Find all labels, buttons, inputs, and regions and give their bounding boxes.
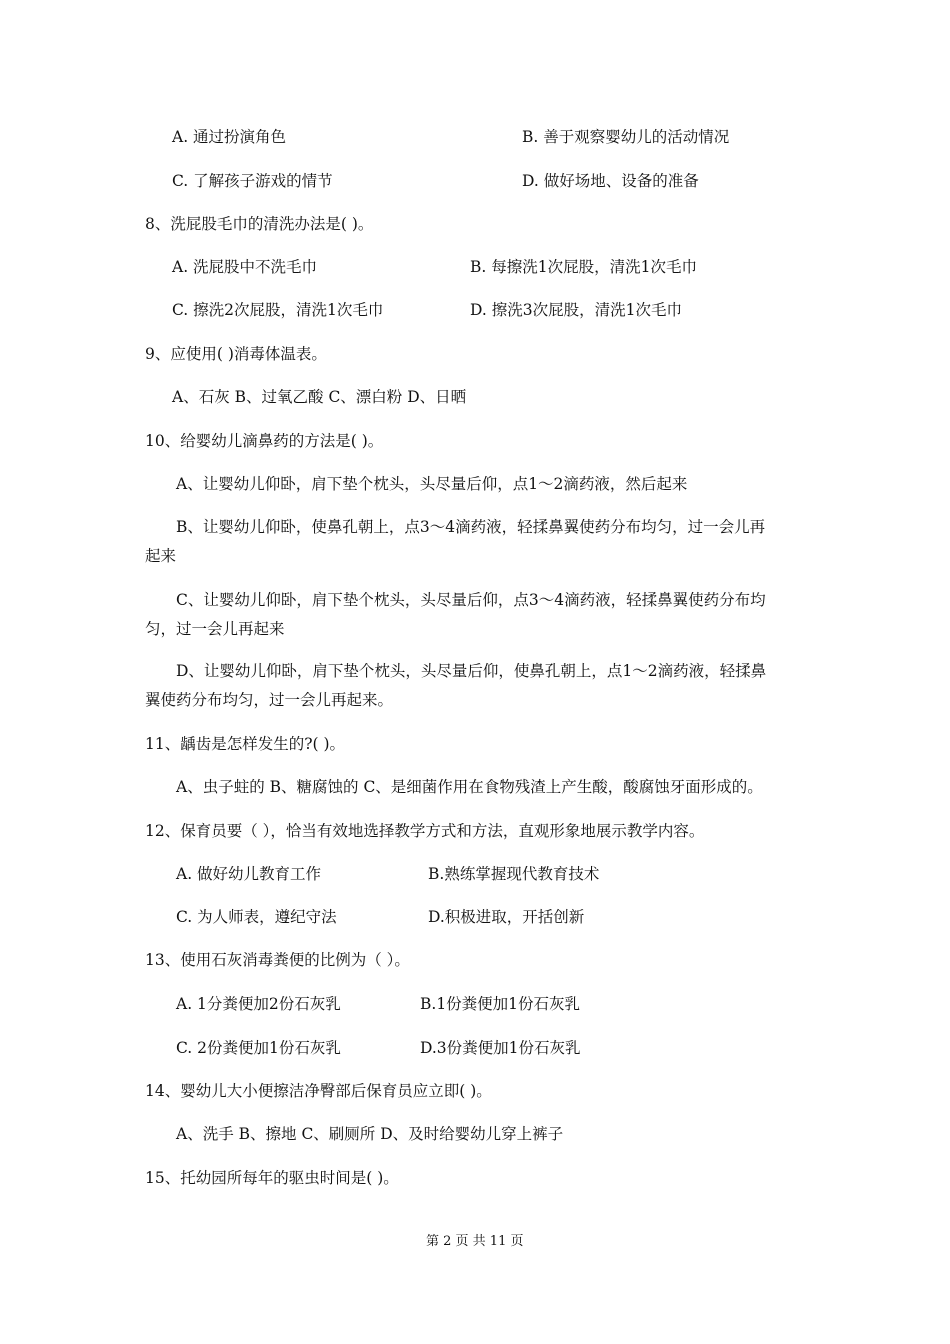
q7-option-a: A. 通过扮演角色 — [172, 128, 287, 146]
q13-stem: 13、使用石灰消毒粪便的比例为（ ）。 — [145, 951, 410, 969]
q10-option-d-line2: 翼使药分布均匀，过一会儿再起来。 — [145, 691, 394, 709]
q10-option-b-line1: B、让婴幼儿仰卧，使鼻孔朝上，点3～4滴药液，轻揉鼻翼使药分布均匀，过一会儿再 — [176, 518, 766, 536]
q14-stem: 14、婴幼儿大小便擦洁净臀部后保育员应立即( )。 — [145, 1082, 492, 1100]
q12-option-b: B.熟练掌握现代教育技术 — [428, 865, 600, 883]
q12-option-d: D.积极进取，开括创新 — [428, 908, 585, 926]
q11-options: A、虫子蛀的 B、糖腐蚀的 C、是细菌作用在食物残渣上产生酸，酸腐蚀牙面形成的。 — [176, 778, 763, 796]
q10-option-a: A、让婴幼儿仰卧，肩下垫个枕头，头尽量后仰，点1～2滴药液，然后起来 — [176, 475, 688, 493]
q13-option-c: C. 2份粪便加1份石灰乳 — [176, 1039, 341, 1057]
q10-option-d-line1: D、让婴幼儿仰卧，肩下垫个枕头，头尽量后仰，使鼻孔朝上，点1～2滴药液，轻揉鼻 — [176, 662, 767, 680]
q7-option-c: C. 了解孩子游戏的情节 — [172, 172, 333, 190]
q8-option-c: C. 擦洗2次屁股，清洗1次毛巾 — [172, 301, 384, 319]
q7-option-d: D. 做好场地、设备的准备 — [522, 172, 699, 190]
q15-stem: 15、托幼园所每年的驱虫时间是( )。 — [145, 1169, 399, 1187]
q8-option-d: D. 擦洗3次屁股，清洗1次毛巾 — [470, 301, 682, 319]
q12-option-c: C. 为人师表，遵纪守法 — [176, 908, 337, 926]
q8-option-a: A. 洗屁股中不洗毛巾 — [172, 258, 318, 276]
q9-stem: 9、应使用( )消毒体温表。 — [145, 345, 327, 363]
q9-options: A、石灰 B、过氧乙酸 C、漂白粉 D、日晒 — [172, 388, 467, 406]
q11-stem: 11、龋齿是怎样发生的?( )。 — [145, 735, 346, 753]
q8-stem: 8、洗屁股毛巾的清洗办法是( )。 — [145, 215, 374, 233]
q10-option-c-line1: C、让婴幼儿仰卧，肩下垫个枕头，头尽量后仰，点3～4滴药液，轻揉鼻翼使药分布均 — [176, 591, 766, 609]
q7-option-b: B. 善于观察婴幼儿的活动情况 — [522, 128, 730, 146]
q10-stem: 10、给婴幼儿滴鼻药的方法是( )。 — [145, 432, 384, 450]
q8-option-b: B. 每擦洗1次屁股，清洗1次毛巾 — [470, 258, 697, 276]
page-number-footer: 第 2 页 共 11 页 — [426, 1234, 524, 1249]
q12-stem: 12、保育员要（ ），恰当有效地选择教学方式和方法，直观形象地展示教学内容。 — [145, 822, 705, 840]
q10-option-c-line2: 匀，过一会儿再起来 — [145, 620, 285, 638]
q13-option-d: D.3份粪便加1份石灰乳 — [420, 1039, 581, 1057]
q13-option-a: A. 1分粪便加2份石灰乳 — [176, 995, 341, 1013]
q13-option-b: B.1份粪便加1份石灰乳 — [420, 995, 581, 1013]
q12-option-a: A. 做好幼儿教育工作 — [176, 865, 322, 883]
q14-options: A、洗手 B、擦地 C、刷厕所 D、及时给婴幼儿穿上裤子 — [176, 1125, 564, 1143]
q10-option-b-line2: 起来 — [145, 547, 177, 565]
